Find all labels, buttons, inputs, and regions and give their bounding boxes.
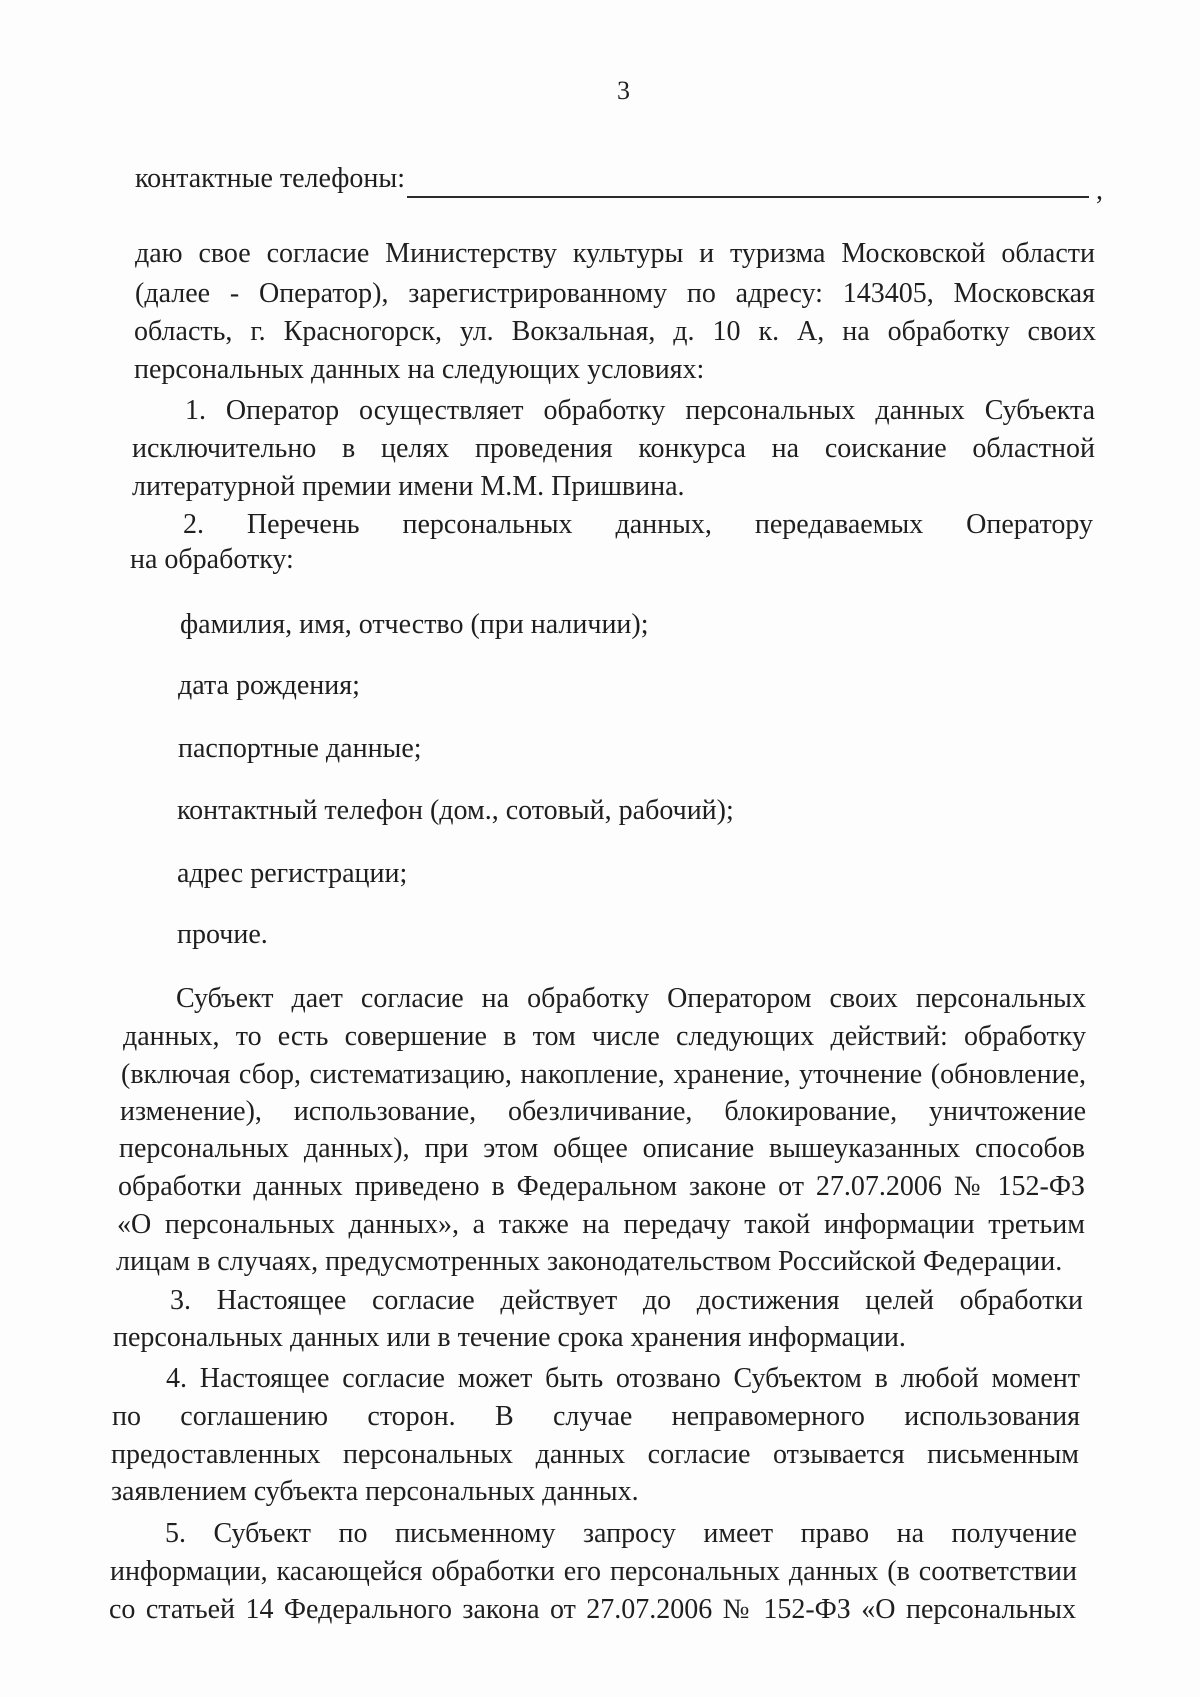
consent-line-4: персональных данных на следующих условиях: <box>134 354 705 385</box>
data-list-item: контактный телефон (дом., сотовый, рабочий); <box>177 795 734 826</box>
item5-line-3: со статьей 14 Федерального закона от 27.07.2006 № 152-ФЗ «О персональных <box>109 1594 1076 1625</box>
subject-line-1: Субъект дает согласие на обработку Оператором своих персональных <box>176 983 1086 1014</box>
subject-line-8: лицам в случаях, предусмотренных законодательством Российской Федерации. <box>116 1246 1063 1277</box>
item3-line-1: 3. Настоящее согласие действует до достижения целей обработки <box>170 1285 1083 1316</box>
item5-line-2: информации, касающейся обработки его персональных данных (в соответствии <box>110 1556 1077 1587</box>
page-number: 3 <box>617 76 630 105</box>
consent-line-2: (далее - Оператор), зарегистрированному по адресу: 143405, Московская <box>135 278 1095 309</box>
contacts-blank-line <box>407 196 1089 198</box>
item4-line-2: по соглашению сторон. В случае неправомерного использования <box>112 1401 1080 1432</box>
consent-line-3: область, г. Красногорск, ул. Вокзальная, д. 10 к. А, на обработку своих <box>134 316 1096 347</box>
item2-line-1: 2. Перечень персональных данных, передаваемых Оператору <box>183 509 1093 540</box>
subject-line-2: данных, то есть совершение в том числе следующих действий: обработку <box>123 1021 1086 1052</box>
item1-line-2: исключительно в целях проведения конкурса на соискание областной <box>132 433 1095 464</box>
item5-line-1: 5. Субъект по письменному запросу имеет право на получение <box>165 1518 1077 1549</box>
data-list-item: паспортные данные; <box>178 733 422 764</box>
subject-line-5: персональных данных), при этом общее описание вышеуказанных способов <box>119 1133 1085 1164</box>
data-list-item: адрес регистрации; <box>177 858 408 889</box>
item2-line-2: на обработку: <box>130 544 294 575</box>
subject-line-4: изменение), использование, обезличивание, блокирование, уничтожение <box>120 1096 1086 1127</box>
item1-line-3: литературной премии имени М.М. Пришвина. <box>132 471 685 502</box>
subject-line-3: (включая сбор, систематизацию, накопление, хранение, уточнение (обновление, <box>121 1059 1086 1090</box>
item4-line-3: предоставленных персональных данных согласие отзывается письменным <box>111 1439 1079 1470</box>
data-list-item: дата рождения; <box>178 670 360 701</box>
data-list-item: фамилия, имя, отчество (при наличии); <box>180 609 649 640</box>
item3-line-2: персональных данных или в течение срока хранения информации. <box>113 1322 906 1353</box>
item1-line-1: 1. Оператор осуществляет обработку персональных данных Субъекта <box>185 395 1095 426</box>
subject-line-7: «О персональных данных», а также на передачу такой информации третьим <box>117 1209 1085 1240</box>
item4-line-1: 4. Настоящее согласие может быть отозвано Субъектом в любой момент <box>166 1363 1080 1394</box>
subject-line-6: обработки данных приведено в Федеральном законе от 27.07.2006 № 152-ФЗ <box>118 1171 1085 1202</box>
contacts-comma: , <box>1096 175 1103 206</box>
contacts-label: контактные телефоны: <box>135 163 405 194</box>
item4-line-4: заявлением субъекта персональных данных. <box>111 1476 639 1507</box>
consent-line-1: даю свое согласие Министерству культуры и туризма Московской области <box>135 238 1095 269</box>
data-list-item: прочие. <box>177 919 268 950</box>
